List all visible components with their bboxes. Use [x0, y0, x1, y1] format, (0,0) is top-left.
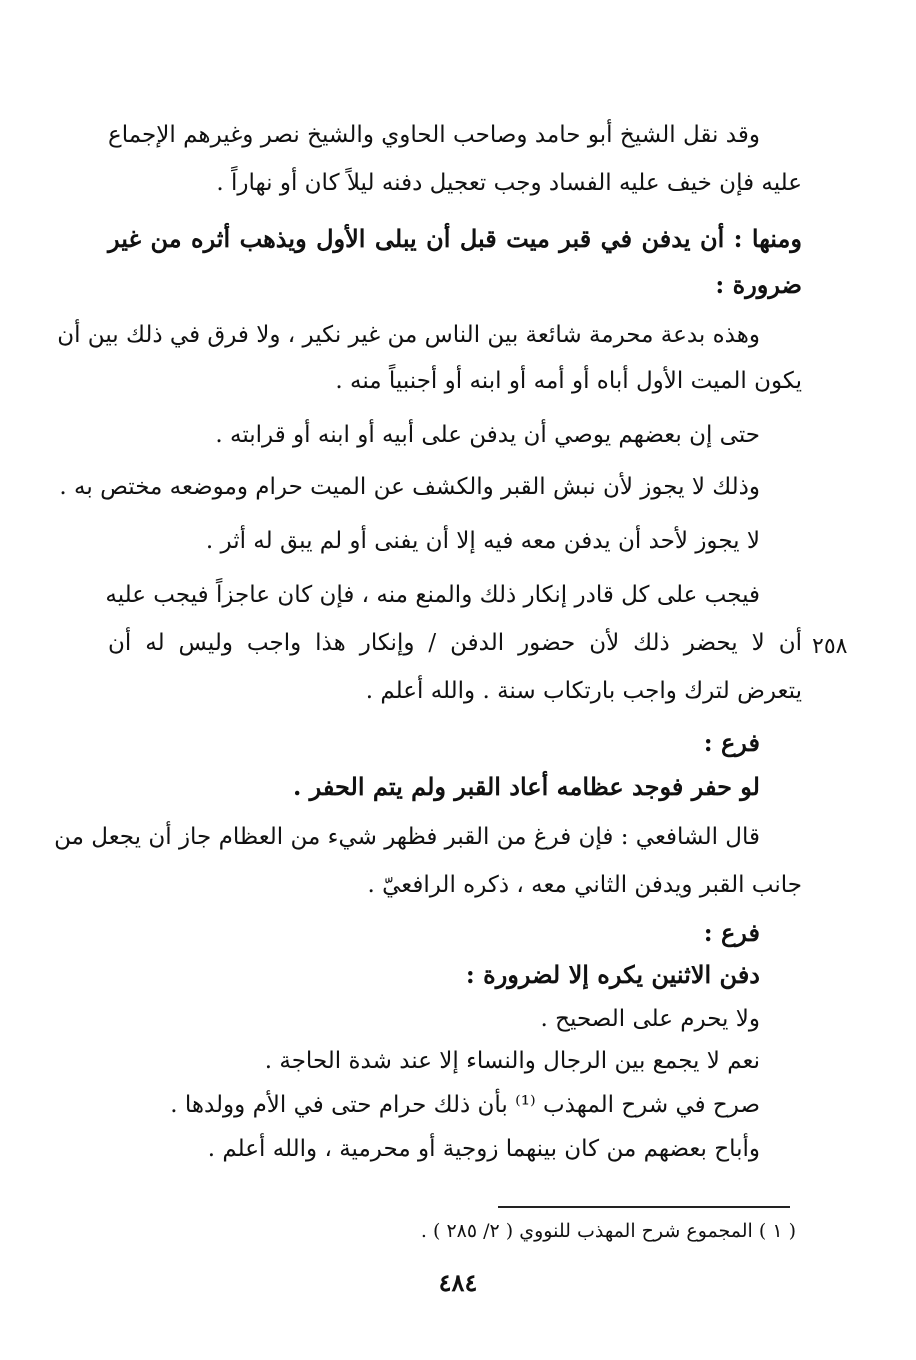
text-line: قال الشافعي : فإن فرغ من القبر فظهر شيء من العظام جاز أن يجعل من	[54, 824, 760, 850]
branch-title: لو حفر فوجد عظامه أعاد القبر ولم يتم الحفر .	[292, 772, 760, 801]
text-line: وقد نقل الشيخ أبو حامد وصاحب الحاوي والشيخ نصر وغيرهم الإجماع	[108, 122, 760, 148]
text-line: لا يجوز لأحد أن يدفن معه فيه إلا أن يفنى أو لم يبق له أثر .	[205, 528, 760, 554]
footnote-divider	[498, 1206, 790, 1208]
text-line: فيجب على كل قادر إنكار ذلك والمنع منه ، فإن كان عاجزاً فيجب عليه	[105, 582, 760, 608]
footnote: ( ١ ) المجموع شرح المهذب للنووي ( ٢/ ٢٨٥ ) .	[420, 1220, 796, 1242]
page-number: ٤٨٤	[438, 1268, 478, 1297]
section-heading: ضرورة :	[715, 270, 802, 299]
margin-page-reference: ٢٥٨	[812, 634, 848, 659]
text-line: ولا يحرم على الصحيح .	[540, 1006, 760, 1032]
text-line: صرح في شرح المهذب ⁽¹⁾ بأن ذلك حرام حتى في الأم وولدها .	[170, 1092, 760, 1118]
text-line: وهذه بدعة محرمة شائعة بين الناس من غير نكير ، ولا فرق في ذلك بين أن	[57, 322, 760, 348]
text-line: وأباح بعضهم من كان بينهما زوجية أو محرمية ، والله أعلم .	[207, 1136, 760, 1162]
text-line: يتعرض لترك واجب بارتكاب سنة . والله أعلم .	[365, 678, 802, 704]
branch-heading: فرع :	[703, 728, 760, 757]
text-line: يكون الميت الأول أباه أو أمه أو ابنه أو أجنبياً منه .	[335, 368, 802, 394]
branch-heading: فرع :	[703, 918, 760, 947]
branch-title: دفن الاثنين يكره إلا لضرورة :	[465, 960, 760, 989]
text-line: حتى إن بعضهم يوصي أن يدفن على أبيه أو ابنه أو قرابته .	[215, 422, 760, 448]
text-line: أن لا يحضر ذلك لأن حضور الدفن / وإنكار هذا واجب وليس له أن	[108, 630, 802, 656]
text-line: جانب القبر ويدفن الثاني معه ، ذكره الرافعيّ .	[367, 872, 802, 898]
text-line: نعم لا يجمع بين الرجال والنساء إلا عند شدة الحاجة .	[264, 1048, 760, 1074]
text-line: عليه فإن خيف عليه الفساد وجب تعجيل دفنه ليلاً كان أو نهاراً .	[216, 170, 802, 196]
text-line: وذلك لا يجوز لأن نبش القبر والكشف عن الميت حرام وموضعه مختص به .	[59, 474, 760, 500]
section-heading: ومنها : أن يدفن في قبر ميت قبل أن يبلى الأول ويذهب أثره من غير	[108, 224, 802, 253]
